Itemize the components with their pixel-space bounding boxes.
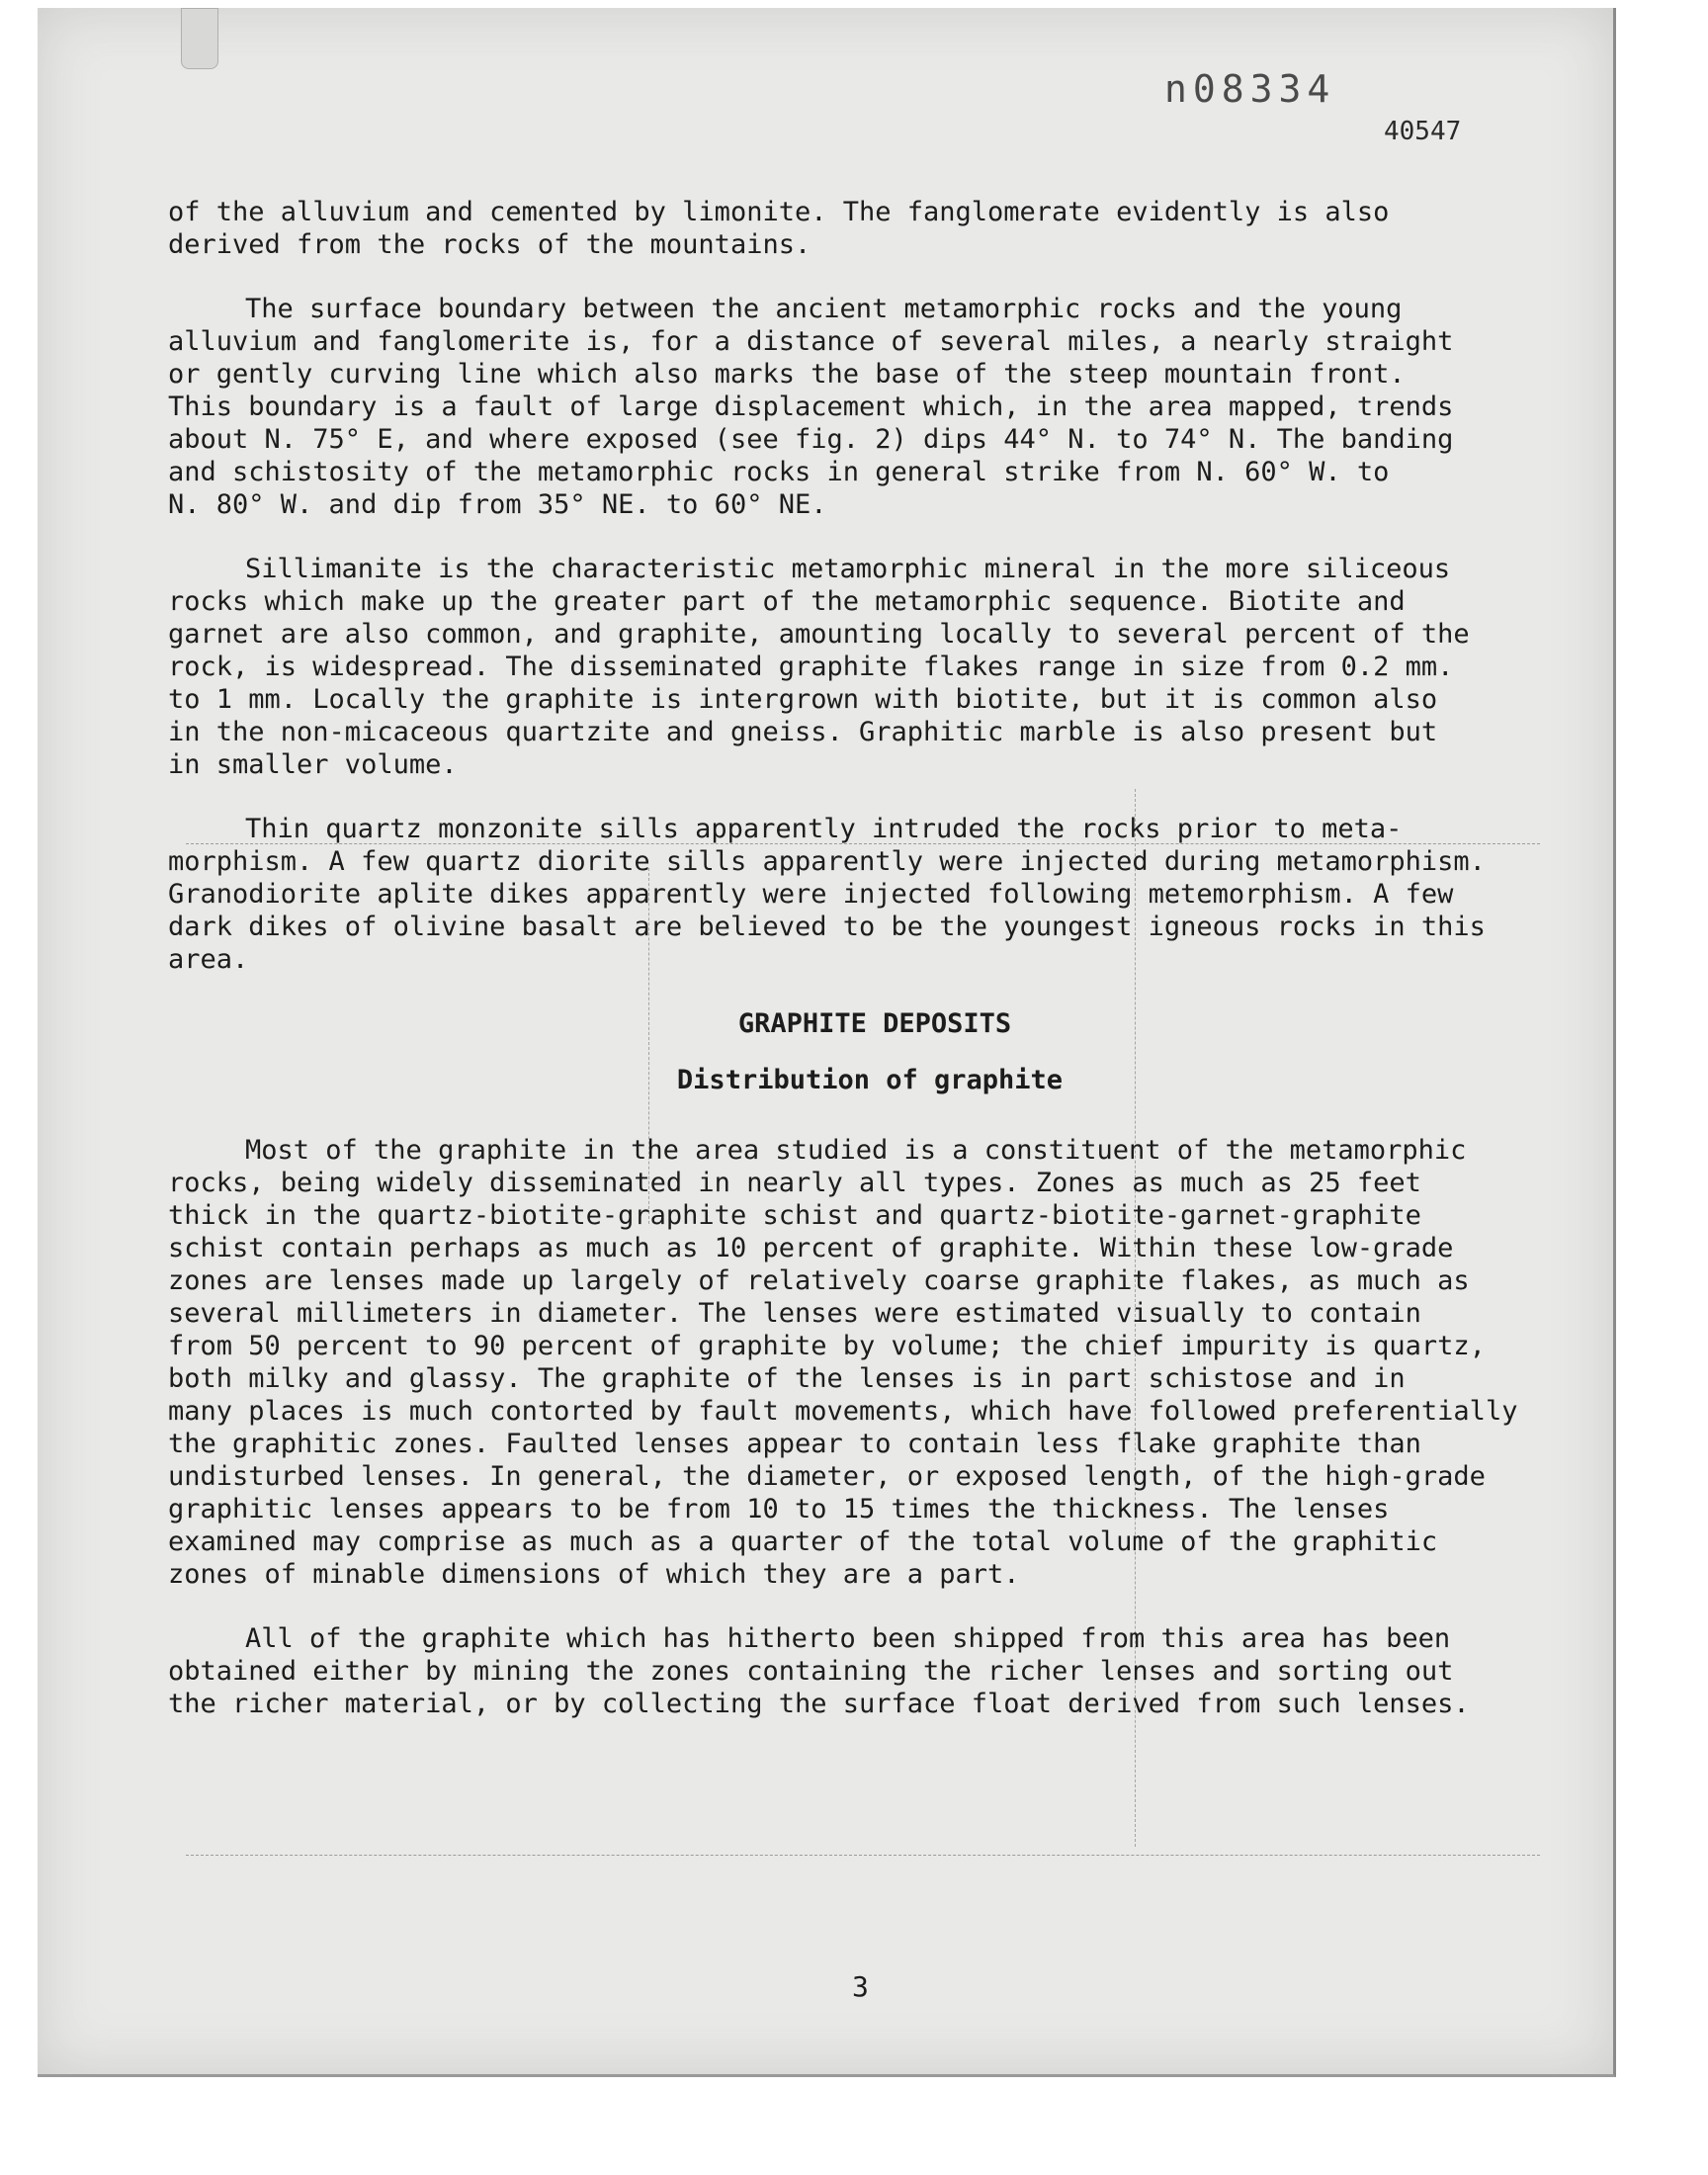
paragraph: Most of the graphite in the area studied is a constituent of the metamorphic rocks, being widely disseminated in nearly all types. Zones as much as 25 feet thick in the quartz-biotite-graphite schist and quartz-biotite-garnet-graphite schist contain perhaps as much as 10 percent of graphite. Within these low-grade zones are lenses made up largely of relatively coarse graphite flakes, as much as several millimeters in diameter. The lenses were estimated visually to contain from 50 percent to 90 percent of graphite by volume; the chief impurity is quartz, both milky and glassy. The graphite of the lenses is in part schistose and in many places is much contorted by fault movements, which have followed preferentially the graphitic zones. Faulted lenses appear to contain less flake graphite than undisturbed lenses. In general, the diameter, or exposed length, of the high-grade graphitic lenses appears to be from 10 to 15 times the thickness. The lenses examined may comprise as much as a quarter of the total volume of the graphitic zones of minable dimensions of which they are a part. xyxy=(168,1135,1518,1590)
paragraph: All of the graphite which has hitherto been shipped from this area has been obtained either by mining the zones containing the richer lenses and sorting out the richer material, or by collecting the surface float derived from such lenses. xyxy=(168,1623,1470,1719)
paragraph: Thin quartz monzonite sills apparently intruded the rocks prior to meta- morphism. A few quartz diorite sills apparently were injected during metamorphism. Granodiorite aplite dikes apparently were injected following metemorphism. A few dark dikes of olivine basalt are believed to be the youngest igneous rocks in this area. xyxy=(168,814,1486,975)
bleed-through-rule xyxy=(186,1855,1540,1856)
section-title: GRAPHITE DEPOSITS xyxy=(737,1008,1012,1039)
paragraph: of the alluvium and cemented by limonite. The fanglomerate evidently is also derived from the rocks of the mountains. xyxy=(168,197,1390,260)
page-body xyxy=(168,196,1542,1752)
page-number: 3 xyxy=(852,1970,869,2003)
paragraph: Sillimanite is the characteristic metamorphic mineral in the more siliceous rocks which make up the greater part of the metamorphic sequence. Biotite and garnet are also common, and graphite, amounting locally to several percent of the rock, is widespread. The disseminated graphite flakes range in size from 0.2 mm. to 1 mm. Locally the graphite is intergrown with biotite, but it is common also in the non-micaceous quartzite and gneiss. Graphitic marble is also present but in smaller volume. xyxy=(168,554,1470,780)
document-number: 40547 xyxy=(1384,117,1462,146)
subsection-title: Distribution of graphite xyxy=(676,1065,1064,1095)
paper-clip-mark xyxy=(181,8,218,69)
stamp-number: n08334 xyxy=(1164,67,1336,111)
paragraph: The surface boundary between the ancient metamorphic rocks and the young alluvium and fanglomerite is, for a distance of several miles, a nearly straight or gently curving line which also marks the base of the steep mountain front. This boundary is a fault of large displacement which, in the area mapped, trends about N. 75° E, and where exposed (see fig. 2) dips 44° N. to 74° N. The banding and schistosity of the metamorphic rocks in general strike from N. 60° W. to N. 80° W. and dip from 35° NE. to 60° NE. xyxy=(168,294,1454,520)
